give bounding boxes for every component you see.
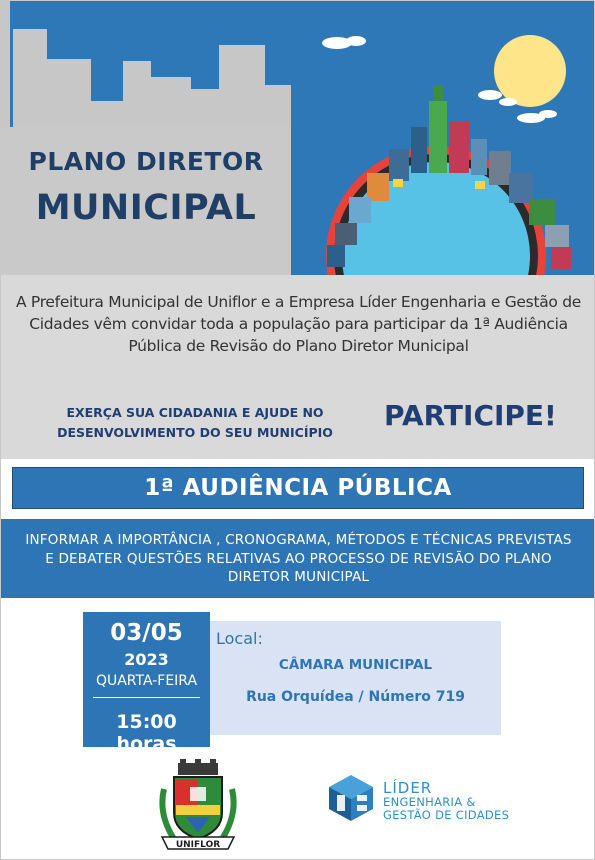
lider-subtitle xyxy=(383,796,509,822)
objective-text xyxy=(7,531,590,587)
circular-city-icon xyxy=(301,21,591,275)
objective-line1: INFORMAR A IMPORTÂNCIA , CRONOGRAMA, MÉTODOS E TÉCNICAS PREVISTAS xyxy=(25,532,572,548)
date-divider xyxy=(93,697,200,698)
event-weekday: QUARTA-FEIRA xyxy=(95,673,198,689)
event-time: 15:00 horas xyxy=(116,711,177,755)
cta-line2: DESENVOLVIMENTO DO SEU MUNICÍPIO xyxy=(57,425,333,440)
date-box xyxy=(83,612,210,755)
audiencia-title: 1ª AUDIÊNCIA PÚBLICA xyxy=(12,467,584,509)
location-venue: CÂMARA MUNICIPAL xyxy=(278,657,433,673)
intro-section xyxy=(1,275,595,459)
location-address: Rua Orquídea / Número 719 xyxy=(246,689,465,705)
hero-title-line2: MUNICIPAL xyxy=(35,188,257,228)
objective-line3: DIRETOR MUNICIPAL xyxy=(227,569,370,585)
uniflor-crest-logo xyxy=(156,759,240,851)
lider-subtitle-line1: ENGENHARIA & xyxy=(383,795,476,809)
event-year: 2023 xyxy=(124,650,169,669)
participe-heading: PARTICIPE! xyxy=(384,399,557,432)
crest-text: UNIFLOR xyxy=(175,840,221,850)
objective-section xyxy=(1,519,595,598)
cta-line1: EXERÇA SUA CIDADANIA E AJUDE NO xyxy=(66,405,324,420)
location-box xyxy=(210,621,501,735)
event-date: 03/05 xyxy=(110,620,183,646)
lider-name: LÍDER xyxy=(383,779,433,797)
cta-text xyxy=(25,403,365,443)
objective-line2: E DEBATER QUESTÕES RELATIVAS AO PROCESSO DE REVISÃO DO PLANO xyxy=(45,550,552,567)
hero-title-line1: PLANO DIRETOR xyxy=(28,147,264,176)
intro-text: A Prefeitura Municipal de Uniflor e a Empresa Líder Engenharia e Gestão de Cidades vêm convidar toda a população para participar da 1ª Audiência Pública de Revisão do Plano Diretor Municipal xyxy=(15,293,581,355)
hero-banner xyxy=(1,1,595,275)
location-label: Local: xyxy=(216,629,263,648)
lider-cube-logo xyxy=(325,773,377,823)
lider-subtitle-line2: GESTÃO DE CIDADES xyxy=(383,808,510,822)
